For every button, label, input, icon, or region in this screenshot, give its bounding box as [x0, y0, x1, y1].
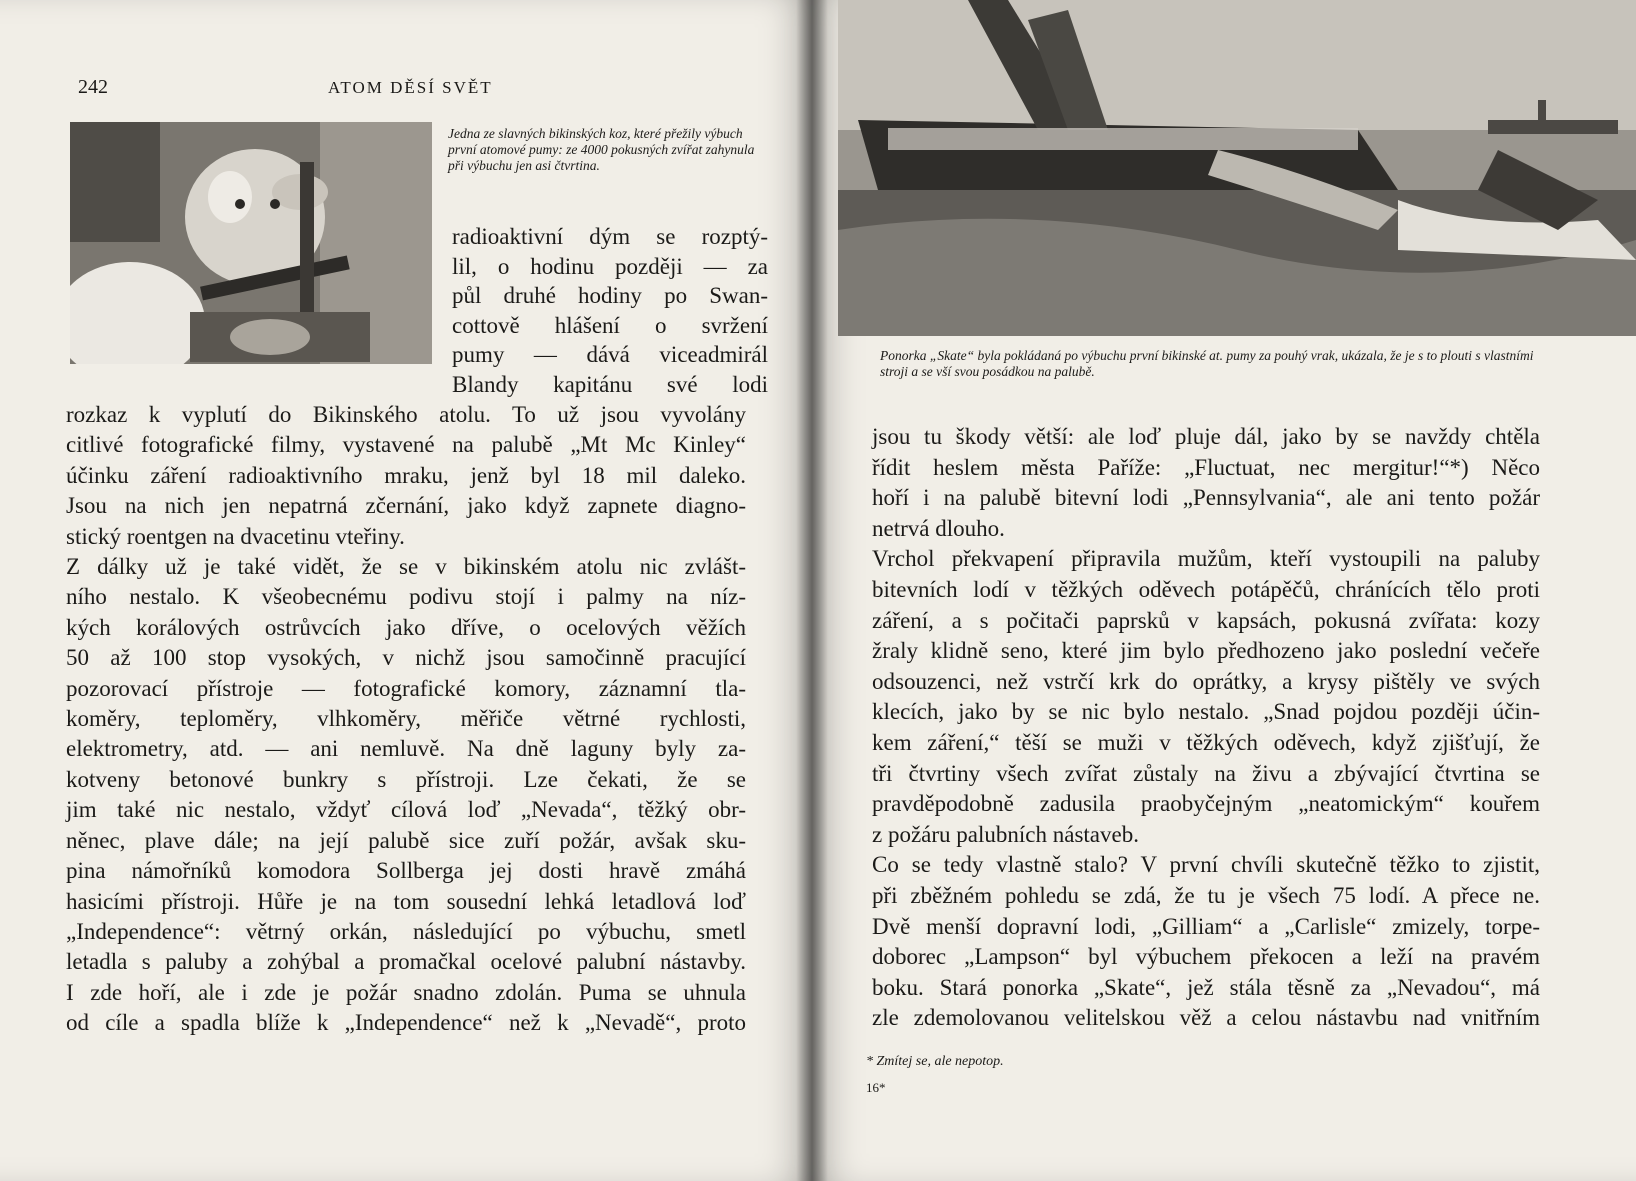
left-page-body: [66, 400, 746, 1039]
submarine-photo-caption: Ponorka „Skate“ byla pokládaná po výbuchu první bikinské at. pumy za pouhý vrak, ukázala, že je s to plouti s vlastními stroji a se vší svou posádkou na palubě.: [880, 348, 1534, 379]
wrapped-paragraph: [452, 222, 768, 399]
text-line: od cíle a spadla blíže k „Independence“ než k „Nevadě“, proto: [66, 1010, 746, 1036]
text-line: pravděpodobně zadusila praobyčejným „neatomickým“ kouřem: [872, 791, 1540, 817]
book-gutter: [796, 0, 828, 1181]
text-line: při zběžném pohledu se zdá, že tu je všech 75 lodí. A přece ne.: [872, 882, 1540, 908]
text-line: z požáru palubních nástaveb.: [872, 821, 1139, 847]
text-line: Jsou na nich jen nepatrná zčernání, jako když zapnete diagno-: [66, 493, 746, 519]
text-line: boku. Stará ponorka „Skate“, jež stála těsně za „Nevadou“, má: [872, 974, 1540, 1000]
text-line: Vrchol překvapení připravila mužům, kteří vystoupili na paluby: [872, 546, 1540, 572]
page-number: 242: [78, 76, 108, 98]
text-line: tři čtvrtiny všech zvířat zůstaly na živu a zbývající čtvrtina se: [872, 760, 1540, 786]
text-line: letadla s paluby a zohýbal a promačkal ocelové palubní nástavby.: [66, 949, 746, 975]
text-line: elektrometry, atd. — ani nemluvě. Na dně laguny byly za-: [66, 736, 746, 762]
text-line: Dvě menší dopravní lodi, „Gilliam“ a „Carlisle“ zmizely, torpe-: [872, 913, 1540, 939]
text-line: kotveny betonové bunkry s přístroji. Lze čekati, že se: [66, 766, 746, 792]
text-line: pumy — dává viceadmirál: [452, 342, 768, 367]
text-line: žraly klidně seno, které jim bylo předhozeno jako poslední večeře: [872, 638, 1540, 664]
text-line: I zde hoří, ale i zde je požár snadno zdolán. Puma se uhnula: [66, 979, 746, 1005]
submarine-photo: [838, 0, 1636, 336]
text-line: něnec, plave dále; na její palubě sice zuří požár, avšak sku-: [66, 827, 746, 853]
text-line: lil, o hodinu později — za: [452, 253, 768, 279]
book-title: ATOM DĚSÍ SVĚT: [328, 78, 493, 97]
text-line: klecích, jako by se nic bylo nestalo. „Snad pojdou později účin-: [872, 699, 1540, 725]
text-line: „Independence“: větrný orkán, následující po výbuchu, smetl: [66, 918, 746, 944]
running-head: [78, 76, 738, 100]
text-line: pozorovací přístroje — fotografické komory, záznamní tla-: [66, 675, 746, 701]
text-line: hoří i na palubě bitevní lodi „Pennsylvania“, ale ani tento požár: [872, 485, 1540, 511]
goat-photo-caption: Jedna ze slavných bikinských koz, které přežily výbuch první atomové pumy: ze 4000 pokusných zvířat zahynula při výbuchu jen asi čtvrtina.: [448, 126, 755, 173]
text-line: pina námořníků komodora Sollberga jej dosti hravě zmáhá: [66, 858, 746, 884]
text-line: kých korálových ostrůvcích jako dříve, o ocelových věžích: [66, 614, 746, 640]
text-line: jsou tu škody větší: ale loď pluje dál, jako by se navždy chtěla: [872, 424, 1540, 449]
text-line: řídit heslem města Paříže: „Fluctuat, nec mergitur!“*) Něco: [872, 454, 1540, 480]
footnote: * Zmítej se, ale nepotop.: [866, 1054, 1004, 1069]
text-line: stický roentgen na dvacetinu vteřiny.: [66, 523, 405, 549]
text-line: hasicími přístroji. Hůře je na tom sousední lehká letadlová loď: [66, 888, 746, 914]
text-line: bitevních lodí v těžkých oděvech potápěčů, chránících tělo proti: [872, 576, 1540, 602]
text-line: zle zdemolovanou velitelskou věž a celou nástavbu nad vnitřním: [872, 1005, 1540, 1031]
text-line: odsouzenci, než vstrčí krk do oprátky, a krysy pištěly ve svých: [872, 668, 1540, 694]
text-line: kem záření,“ těší se muži v těžkých oděvech, když zjišťují, že: [872, 729, 1540, 755]
text-line: koměry, teploměry, vlhkoměry, měřiče větrné rychlosti,: [66, 706, 746, 732]
text-line: Co se tedy vlastně stalo? V první chvíli skutečně těžko to zjistit,: [872, 852, 1540, 878]
text-line: účinku záření radioaktivního mraku, jenž byl 18 mil daleko.: [66, 462, 746, 488]
text-line: jim také nic nestalo, vždyť cílová loď „Nevada“, těžký obr-: [66, 797, 746, 823]
submarine-photo-image: [838, 0, 1636, 336]
text-line: citlivé fotografické filmy, vystavené na palubě „Mt Mc Kinley“: [66, 432, 746, 458]
text-line: radioaktivní dým se rozptý-: [452, 224, 768, 249]
text-line: ního nestalo. K všeobecnému podivu stojí i palmy na níz-: [66, 584, 746, 610]
text-line: Blandy kapitánu své lodi: [452, 371, 768, 397]
goat-photo: [70, 122, 432, 364]
text-line: 50 až 100 stop vysokých, v nichž jsou samočinně pracující: [66, 645, 746, 671]
text-line: půl druhé hodiny po Swan-: [452, 283, 768, 308]
text-line: záření, a s počitači paprsků v kapsách, pokusná zvířata: kozy: [872, 607, 1540, 633]
right-page-body: [872, 422, 1540, 1034]
text-line: Z dálky už je také vidět, že se v bikinském atolu nic zvlášt-: [66, 554, 746, 580]
signature-mark: 16*: [866, 1080, 886, 1095]
text-line: netrvá dlouho.: [872, 515, 1005, 541]
goat-photo-image: [70, 122, 432, 364]
text-line: rozkaz k vyplutí do Bikinského atolu. To už jsou vyvolány: [66, 402, 746, 427]
text-line: doborec „Lampson“ byl výbuchem překocen a leží na pravém: [872, 944, 1540, 970]
text-line: cottově hlášení o svržení: [452, 312, 768, 338]
